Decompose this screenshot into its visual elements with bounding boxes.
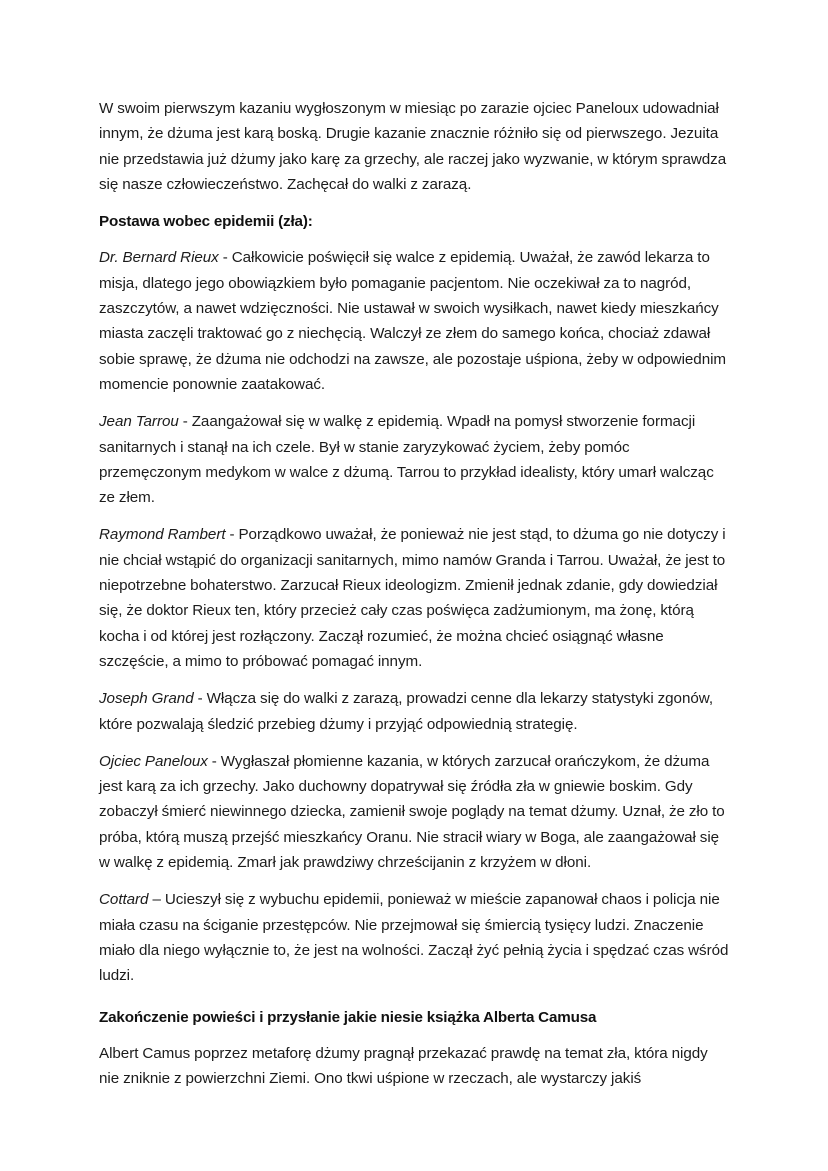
character-separator-tarrou: - — [178, 413, 192, 431]
closing-paragraph: Albert Camus poprzez metaforę dżumy pragnął przekazać prawdę na temat zła, która nigdy nie zniknie z powierzchni Ziemi. Ono tkwi uśpione w rzeczach, ale wystarczy jakiś — [99, 1044, 708, 1088]
section-heading-conclusion: Zakończenie powieści i przysłanie jakie niesie książka Alberta Camusa — [99, 1008, 597, 1026]
character-separator-grand: - — [193, 690, 207, 708]
character-name-rieux: Dr. Bernard Rieux — [99, 249, 219, 267]
character-description-rambert: Porządkowo uważał, że ponieważ nie jest stąd, to dżuma go nie dotyczy i nie chciał wstąpić do organizacji sanitarnych, mimo namów Granda i Tarrou. Uważał, że jest to niepotrzebne bohaterstwo. Zarzucał Rieux ideologizm. Zmienił jednak zdanie, gdy dowiedział się, że doktor Rieux ten, który przecież cały czas poświęca zadżumionym, ma żonę, którą kocha i od której jest rozłączony. Zaczął rozumieć, że można chcieć osiągnąć własne szczęście, a mimo to próbować pomagać innym. — [99, 526, 726, 670]
document-body — [99, 96, 731, 1103]
character-separator-rambert: - — [225, 526, 239, 544]
character-separator-rieux: - — [218, 249, 232, 267]
character-paragraph-rieux — [99, 245, 731, 397]
intro-paragraph: W swoim pierwszym kazaniu wygłoszonym w miesiąc po zarazie ojciec Paneloux udowadniał innym, że dżuma jest karą boską. Drugie kazanie znacznie różniło się od pierwszego. Jezuita nie przedstawia już dżumy jako karę za grzechy, ale raczej jako wyzwanie, w którym sprawdza się nasze człowieczeństwo. Zachęcał do walki z zarazą. — [99, 100, 727, 193]
character-separator-cottard: – — [148, 891, 165, 909]
character-paragraph-paneloux — [99, 749, 731, 875]
character-separator-paneloux: - — [207, 752, 221, 770]
character-name-grand: Joseph Grand — [99, 690, 194, 708]
character-paragraph-rambert — [99, 522, 731, 674]
character-name-rambert: Raymond Rambert — [99, 526, 226, 544]
character-paragraph-cottard — [99, 887, 731, 988]
character-paragraph-tarrou — [99, 409, 731, 510]
character-name-tarrou: Jean Tarrou — [99, 413, 179, 431]
character-paragraph-grand — [99, 686, 731, 737]
character-name-cottard: Cottard — [99, 891, 149, 909]
section-heading-negative-attitudes: Postawa wobec epidemii (zła): — [99, 213, 313, 231]
character-description-paneloux: Wygłaszał płomienne kazania, w których zarzucał orańczykom, że dżuma jest karą za ich grzechy. Jako duchowny dopatrywał się źródła zła w gniewie boskim. Gdy zobaczył śmierć niewinnego dziecka, zamienił swoje poglądy na temat dżumy. Uznał, że zło to próba, którą muszą przejść mieszkańcy Oranu. Nie stracił wiary w Boga, ale zaangażował się w walkę z epidemią. Zmarł jak prawdziwy chrześcijanin z krzyżem w dłoni. — [99, 752, 725, 872]
character-description-grand: Włącza się do walki z zarazą, prowadzi cenne dla lekarzy statystyki zgonów, które pozwalają śledzić przebieg dżumy i przyjąć odpowiednią strategię. — [99, 690, 713, 733]
character-description-rieux: Całkowicie poświęcił się walce z epidemią. Uważał, że zawód lekarza to misja, dlatego jego obowiązkiem było pomaganie pacjentom. Nie oczekiwał za to nagród, zaszczytów, a nawet wdzięczności. Nie ustawał w swoich wysiłkach, nawet kiedy mieszkańcy miasta zaczęli traktować go z niechęcią. Walczył ze złem do samego końca, chociaż zdawał sobie sprawę, że dżuma nie odchodzi na zawsze, ale pozostaje uśpiona, żeby w odpowiednim momencie ponownie zaatakować. — [99, 249, 727, 393]
character-description-tarrou: Zaangażował się w walkę z epidemią. Wpadł na pomysł stworzenie formacji sanitarnych i stanął na ich czele. Był w stanie zaryzykować życiem, żeby pomóc przemęczonym medykom w walce z dżumą. Tarrou to przykład idealisty, który umarł walcząc ze złem. — [99, 413, 714, 507]
character-description-cottard: Ucieszył się z wybuchu epidemii, ponieważ w mieście zapanował chaos i policja nie miała czasu na ściganie przestępców. Nie przejmował się śmiercią tysięcy ludzi. Znaczenie miało dla niego wyłącznie to, że jest na wolności. Zaczął żyć pełnią życia i spędzać czas wśród ludzi. — [99, 891, 729, 985]
character-name-paneloux: Ojciec Paneloux — [99, 752, 208, 770]
